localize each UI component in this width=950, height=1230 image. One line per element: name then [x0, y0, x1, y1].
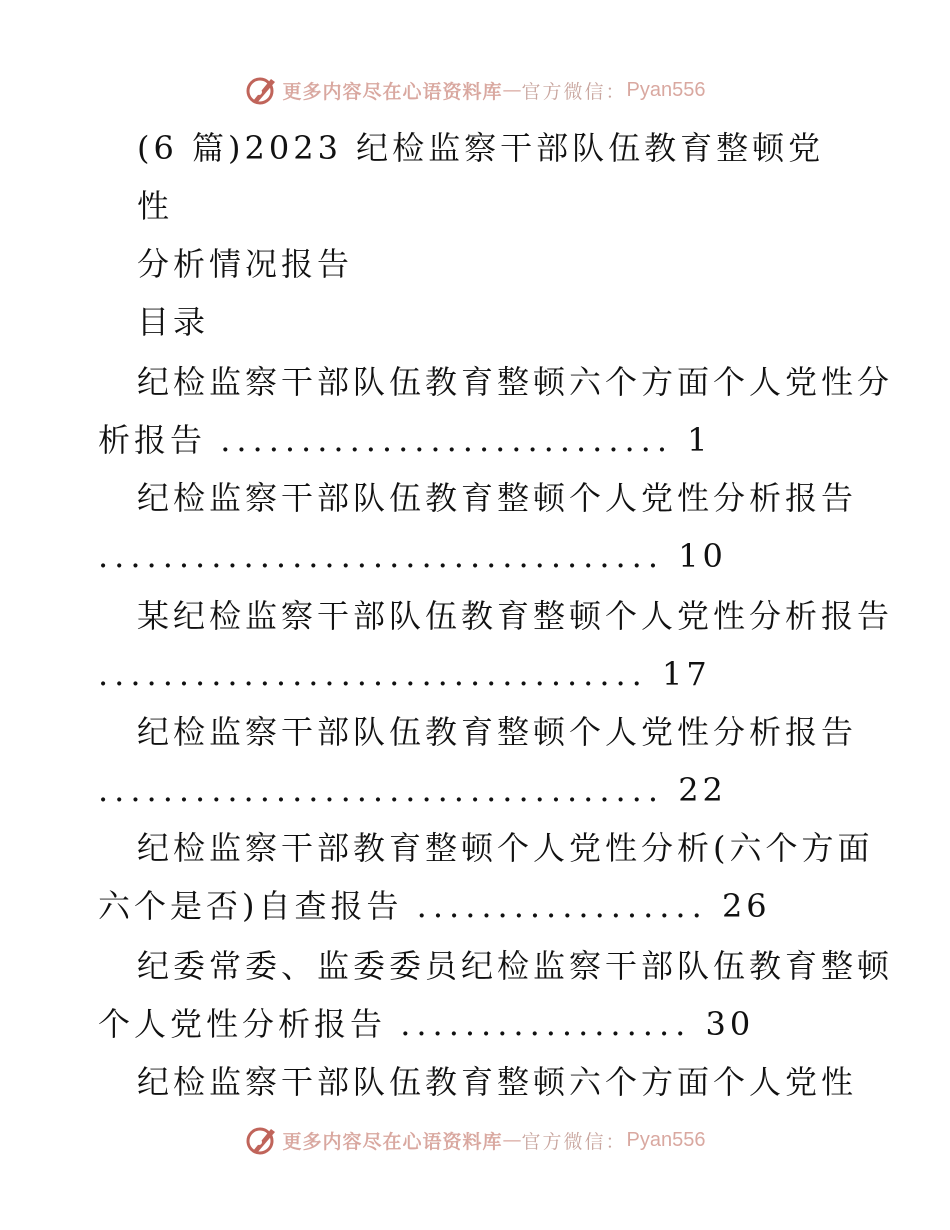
toc-entry-4-page: 22: [678, 771, 727, 809]
toc-entry-4-row[interactable]: [98, 770, 727, 810]
watermark-brand: 更多内容尽在心语资料库: [282, 80, 503, 103]
doc-title-line3: 分析情况报告: [137, 245, 354, 283]
toc-entry-6-row[interactable]: [98, 1004, 754, 1044]
toc-entry-2-title[interactable]: 纪检监察干部队伍教育整顿个人党性分析报告: [137, 479, 858, 517]
toc-heading: 目录: [137, 303, 210, 341]
doc-title-line2: 性: [137, 187, 174, 225]
quill-pen-circle-icon: [245, 73, 279, 107]
toc-entry-5-page: 26: [721, 887, 771, 925]
header-watermark: [0, 70, 950, 110]
toc-entry-2-page: 10: [678, 537, 727, 575]
toc-entry-1-row[interactable]: [98, 420, 712, 460]
toc-entry-7-title[interactable]: 纪检监察干部队伍教育整顿六个方面个人党性: [137, 1063, 858, 1101]
watermark-suffix: 官方微信：: [521, 80, 627, 103]
watermark-dash: —: [502, 1129, 522, 1151]
toc-entry-6-leader: ..................: [400, 1005, 692, 1043]
doc-title-line1: (6 篇)2023 纪检监察干部队伍教育整顿党: [137, 129, 825, 167]
quill-pen-circle-icon: [245, 1123, 279, 1157]
toc-entry-3-title[interactable]: 某纪检监察干部队伍教育整顿个人党性分析报告: [137, 597, 894, 635]
toc-entry-1-title-cont: 析报告: [98, 421, 207, 459]
watermark-account: Pyan556: [626, 78, 706, 101]
toc-entry-4-leader: ...................................: [98, 771, 665, 809]
toc-entry-5-title[interactable]: 纪检监察干部教育整顿个人党性分析(六个方面: [137, 829, 874, 867]
toc-entry-3-leader: ..................................: [98, 655, 648, 693]
toc-entry-5-leader: ..................: [416, 887, 708, 925]
toc-entry-4-title[interactable]: 纪检监察干部队伍教育整顿个人党性分析报告: [137, 713, 858, 751]
toc-entry-5-row[interactable]: [98, 886, 771, 926]
toc-entry-6-page: 30: [705, 1005, 755, 1043]
toc-entry-6-title[interactable]: 纪委常委、监委委员纪检监察干部队伍教育整顿: [137, 947, 894, 985]
toc-entry-2-row[interactable]: [98, 536, 727, 576]
toc-entry-5-title-cont: 六个是否)自查报告: [98, 887, 403, 925]
footer-watermark: [0, 1120, 950, 1160]
toc-entry-1-page: 1: [687, 421, 712, 459]
toc-entry-3-page: 17: [662, 655, 711, 693]
toc-entry-1-leader: ............................: [220, 421, 673, 459]
watermark-dash: —: [502, 79, 522, 101]
watermark-account: Pyan556: [626, 1128, 706, 1151]
watermark-suffix: 官方微信：: [521, 1130, 627, 1153]
toc-entry-2-leader: ...................................: [98, 537, 665, 575]
toc-entry-3-row[interactable]: [98, 654, 711, 694]
toc-entry-1-title[interactable]: 纪检监察干部队伍教育整顿六个方面个人党性分: [137, 363, 894, 401]
watermark-brand: 更多内容尽在心语资料库: [282, 1130, 503, 1153]
toc-entry-6-title-cont: 个人党性分析报告: [98, 1005, 387, 1043]
